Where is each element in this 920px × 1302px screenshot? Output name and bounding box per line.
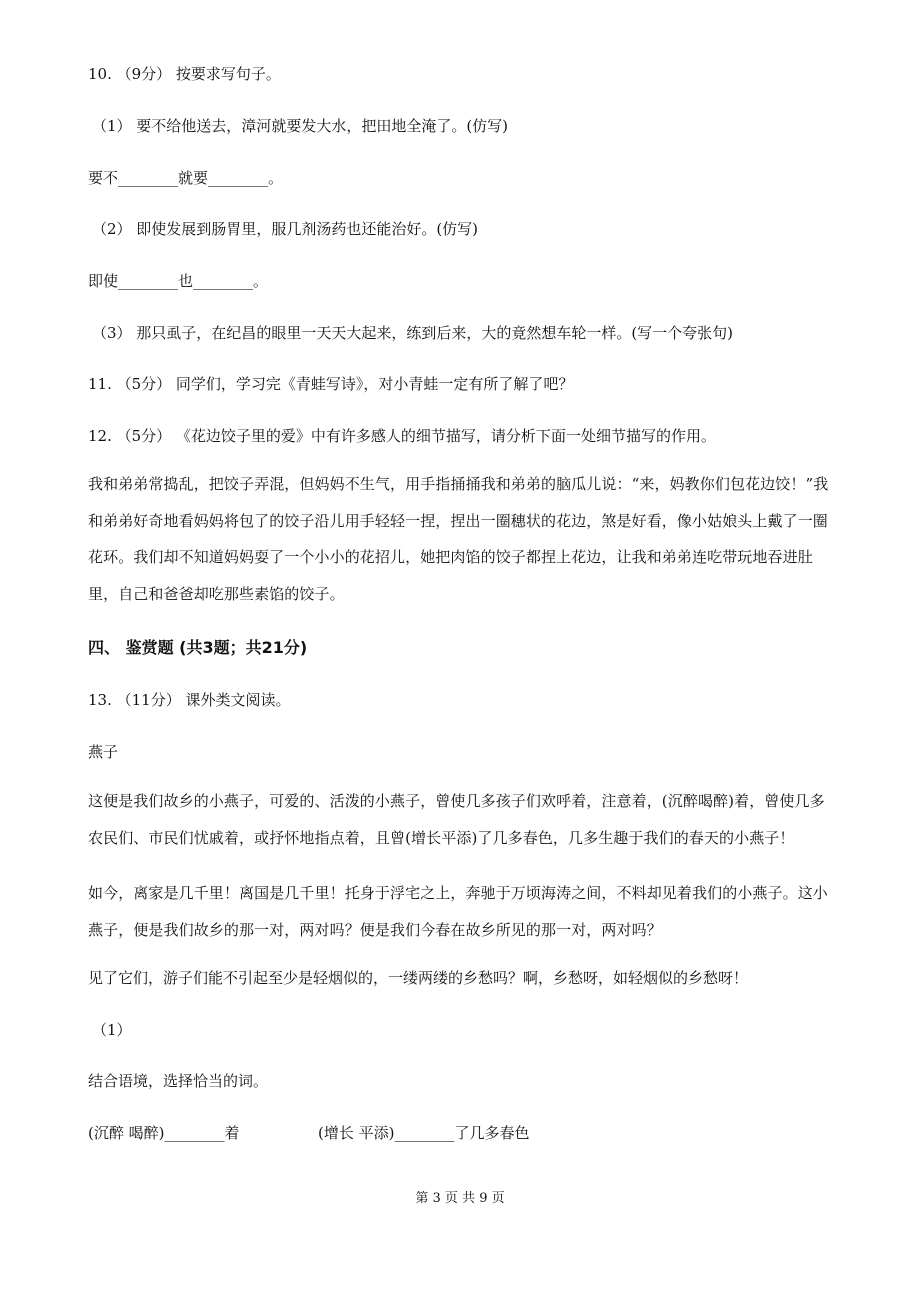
q10-sub2-answer: 即使________也________。 [88, 272, 269, 290]
page-number: 第 3 页 共 9 页 [415, 1191, 505, 1206]
section-title: 四、 鉴赏题 (共3题；共21分) [88, 638, 308, 657]
q12-header: 12. （5分） 《花边饺子里的爱》中有许多感人的细节描写，请分析下面一处细节描写的作用。 [88, 427, 716, 445]
q13-para1: 这便是我们故乡的小燕子，可爱的、活泼的小燕子，曾使几多孩子们欢呼着，注意着，(沉醉喝醉)着，曾使几多农民们、市民们忧戚着，或抒怀地指点着，且曾(增长平添)了几多春色，几多生趣于我们的春天的小燕子！ [88, 792, 825, 847]
q10-sub1: （1） 要不给他送去，漳河就要发大水，把田地全淹了。(仿写) [92, 117, 509, 135]
q10-header: 10. （9分） 按要求写句子。 [88, 65, 281, 83]
q13-para2: 如今，离家是几千里！离国是几千里！托身于浮宅之上，奔驰于万顷海涛之间，不料却见着我们的小燕子。这小燕子，便是我们故乡的那一对，两对吗？便是我们今春在故乡所见的那一对，两对吗？ [88, 884, 828, 939]
q10-sub3: （3） 那只虱子，在纪昌的眼里一天天大起来，练到后来，大的竟然想车轮一样。(写一个夸张句) [92, 324, 734, 342]
q13-sub1-prompt: 结合语境，选择恰当的词。 [88, 1072, 269, 1090]
q12-passage: 我和弟弟常捣乱，把饺子弄混，但妈妈不生气，用手指捅捅我和弟弟的脑瓜儿说：“来，妈教你们包花边饺！”我和弟弟好奇地看妈妈将包了的饺子沿儿用手轻轻一捏，捏出一圈穗状的花边，煞是好看，像小姑娘头上戴了一圈花环。我们却不知道妈妈耍了一个小小的花招儿，她把肉馅的饺子都捏上花边，让我和弟弟连吃带玩地吞进肚里，自己和爸爸却吃那些素馅的饺子。 [88, 475, 829, 603]
q13-sub1: （1） [92, 1021, 132, 1039]
q11-header: 11. （5分） 同学们，学习完《青蛙写诗》，对小青蛙一定有所了解了吧？ [88, 375, 574, 393]
q10-sub1-answer: 要不________就要________。 [88, 169, 284, 187]
q13-header: 13. （11分） 课外类文阅读。 [88, 691, 291, 709]
q13-sub1-blank1: (沉醉 喝醉)________着 [88, 1124, 240, 1142]
q13-title: 燕子 [88, 743, 119, 761]
q13-para3: 见了它们，游子们能不引起至少是轻烟似的，一缕两缕的乡愁吗？啊，乡愁呀，如轻烟似的乡愁呀！ [88, 969, 749, 987]
q13-sub1-blank2: (增长 平添)________了几多春色 [318, 1124, 530, 1142]
q10-sub2: （2） 即使发展到肠胃里，服几剂汤药也还能治好。(仿写) [92, 220, 479, 238]
